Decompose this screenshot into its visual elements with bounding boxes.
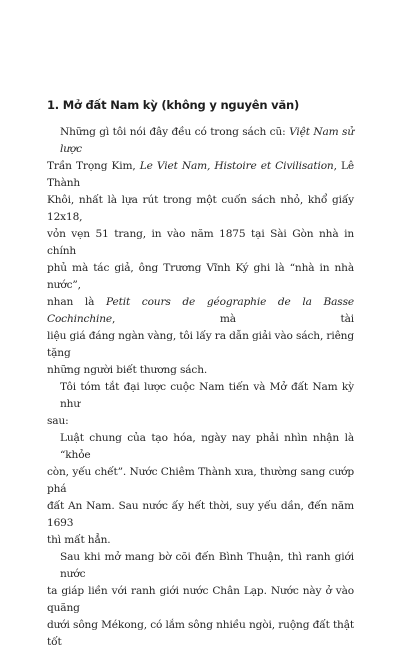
text-line bbox=[47, 158, 354, 192]
text-line bbox=[47, 413, 354, 430]
text-run: Luật chung của tạo hóa, ngày nay phải nhìn nhận là “khỏe bbox=[60, 432, 354, 461]
text-line bbox=[47, 226, 354, 260]
text-line bbox=[47, 362, 354, 379]
text-line bbox=[47, 464, 354, 498]
italic-title: Le Viet Nam, Histoire et Civilisation bbox=[139, 160, 334, 172]
text-line bbox=[47, 498, 354, 532]
text-run: đất An Nam. Sau nước ấy hết thời, suy yếu dần, đến năm 1693 bbox=[47, 500, 354, 529]
text-run: liệu giá đáng ngàn vàng, tôi lấy ra dẫn giải vào sách, riêng tặng bbox=[47, 330, 354, 359]
text-line bbox=[47, 192, 354, 226]
text-line bbox=[47, 328, 354, 362]
italic-title: Việt Nam sử lược bbox=[60, 126, 354, 155]
text-line bbox=[47, 379, 354, 413]
text-run: Sau khi mở mang bờ cõi đến Bình Thuận, thì ranh giới nước bbox=[60, 551, 354, 580]
paragraph bbox=[47, 379, 354, 430]
text-line bbox=[47, 430, 354, 464]
text-run: vỏn vẹn 51 trang, in vào năm 1875 tại Sài Gòn nhà in chính bbox=[47, 228, 354, 257]
text-run: sau: bbox=[47, 415, 69, 427]
paragraph bbox=[47, 124, 354, 379]
text-line bbox=[47, 532, 354, 549]
text-line bbox=[47, 124, 354, 158]
text-line bbox=[47, 260, 354, 294]
text-run: Tôi tóm tắt đại lược cuộc Nam tiến và Mở đất Nam kỳ như bbox=[60, 381, 354, 410]
text-run: Những gì tôi nói đây đều có trong sách cũ: bbox=[60, 126, 290, 138]
text-run: thì mất hẳn. bbox=[47, 534, 111, 546]
text-run: nhan là bbox=[47, 296, 107, 308]
text-run: những người biết thương sách. bbox=[47, 364, 208, 376]
text-run: Trần Trọng Kim, bbox=[47, 160, 140, 172]
text-run: dưới sông Mékong, có lắm sông nhiều ngòi, ruộng đất thật tốt bbox=[47, 619, 354, 648]
paragraph bbox=[47, 549, 354, 651]
paragraph bbox=[47, 430, 354, 549]
text-line bbox=[47, 617, 354, 651]
text-line bbox=[47, 294, 354, 328]
italic-title: Petit cours de géographie de la Basse Cochinchine bbox=[47, 296, 354, 325]
text-run: phủ mà tác giả, ông Trương Vĩnh Ký ghi là “nhà in nhà nước”, bbox=[47, 262, 354, 291]
body-text bbox=[47, 124, 354, 651]
text-run: , mà tài bbox=[112, 313, 354, 325]
text-run: Khôi, nhất là lựa rút trong một cuốn sách nhỏ, khổ giấy 12x18, bbox=[47, 194, 354, 223]
text-run: , Lê Thành bbox=[47, 160, 354, 189]
text-line bbox=[47, 583, 354, 617]
text-line bbox=[47, 549, 354, 583]
text-run: ta giáp liền với ranh giới nước Chân Lạp. Nước này ở vào quãng bbox=[47, 585, 354, 614]
section-heading: 1. Mở đất Nam kỳ (không y nguyên văn) bbox=[47, 98, 300, 112]
text-run: còn, yếu chết”. Nước Chiêm Thành xưa, thường sang cướp phá bbox=[47, 466, 354, 495]
